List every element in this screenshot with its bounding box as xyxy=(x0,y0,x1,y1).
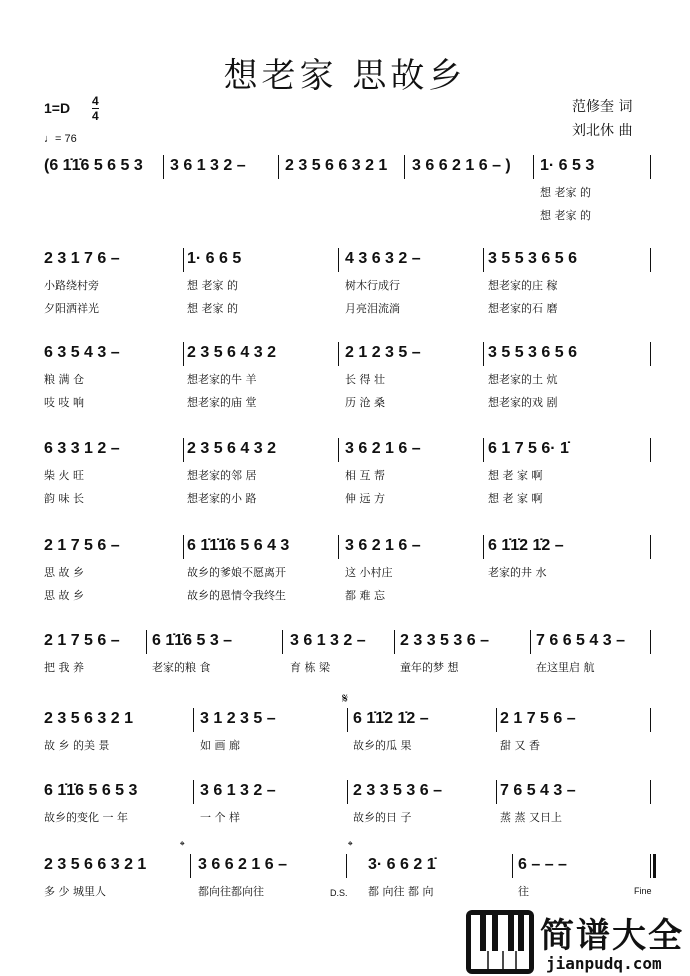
measure-notes: 3 6 6 2 1 6 – ) xyxy=(412,157,511,174)
lyric-line-1: 如 画 廊 xyxy=(200,739,240,752)
bar-line xyxy=(650,780,651,804)
bar-line xyxy=(347,708,348,732)
measure-notes: 6 3 5 4 3 – xyxy=(44,344,120,361)
lyricist-credit: 范修奎 词 xyxy=(572,99,633,115)
bar-line xyxy=(650,155,651,179)
lyric-line-2: 想 老家 的 xyxy=(540,209,591,222)
measure-notes: 6 1 7 5 6· 1̇ xyxy=(488,440,569,457)
lyric-line-1: 都向往都向往 xyxy=(198,885,264,898)
bar-line xyxy=(183,342,184,366)
lyric-line-1: 思 故 乡 xyxy=(44,566,84,579)
bar-line xyxy=(183,248,184,272)
measure-notes: 3 6 1 3 2 – xyxy=(200,782,276,799)
bar-line xyxy=(346,854,347,878)
bar-line xyxy=(278,155,279,179)
lyric-line-1: 蒸 蒸 又日上 xyxy=(500,811,562,824)
bar-line xyxy=(163,155,164,179)
bar-line xyxy=(193,780,194,804)
lyric-line-1: 想 老家 的 xyxy=(187,279,238,292)
lyric-line-1: 想老家的土 炕 xyxy=(488,373,558,386)
bar-line xyxy=(650,708,651,732)
measure-notes: 2 1 7 5 6 – xyxy=(44,632,120,649)
time-signature-top: 4 xyxy=(92,94,99,108)
measure-notes: 6 1̇1̇1̇6 5 6 4 3 xyxy=(187,537,290,554)
tempo-marking xyxy=(44,133,77,145)
dal-segno-marking: D.S. xyxy=(330,888,348,898)
lyric-line-1: 故 乡 的美 景 xyxy=(44,739,110,752)
lyric-line-1: 在这里启 航 xyxy=(536,661,595,674)
bar-line xyxy=(347,780,348,804)
measure-notes: 7 6 6 5 4 3 – xyxy=(536,632,625,649)
piano-keys-icon xyxy=(466,910,536,976)
lyric-line-2: 历 沧 桑 xyxy=(345,396,385,409)
lyric-line-2: 吱 吱 响 xyxy=(44,396,84,409)
lyric-line-1: 小路绕村旁 xyxy=(44,279,99,292)
lyric-line-1: 长 得 壮 xyxy=(345,373,385,386)
measure-notes: 2 3 3 5 3 6 – xyxy=(353,782,442,799)
bar-line xyxy=(183,535,184,559)
time-signature-bottom: 4 xyxy=(92,109,99,123)
lyric-line-2: 想老家的小 路 xyxy=(187,492,257,505)
bar-line xyxy=(146,630,147,654)
measure-notes: 2 1 7 5 6 – xyxy=(500,710,576,727)
watermark-name: 简谱大全 xyxy=(540,916,684,956)
lyric-line-1: 故乡的瓜 果 xyxy=(353,739,412,752)
lyric-line-1: 想老家的庄 稼 xyxy=(488,279,558,292)
lyric-line-2: 想老家的庙 堂 xyxy=(187,396,257,409)
lyric-line-1: 故乡的日 子 xyxy=(353,811,412,824)
bar-line xyxy=(338,535,339,559)
measure-notes: 6 1̇1̇2 1̇2 – xyxy=(353,710,429,727)
lyric-line-1: 想 老 家 啊 xyxy=(488,469,543,482)
measure-notes: 2 3 5 6 4 3 2 xyxy=(187,440,276,457)
bar-line xyxy=(496,780,497,804)
bar-line xyxy=(183,438,184,462)
bar-line xyxy=(338,342,339,366)
lyric-line-2: 想老家的石 磨 xyxy=(488,302,558,315)
bar-line xyxy=(650,535,651,559)
bar-line xyxy=(650,342,651,366)
bar-line xyxy=(530,630,531,654)
bar-line xyxy=(650,630,651,654)
measure-notes: (6 1̇1̇6 5 6 5 3 xyxy=(44,157,143,174)
lyric-line-1: 故乡的爹娘不愿离开 xyxy=(187,566,286,579)
composer-credit: 刘北休 曲 xyxy=(572,123,633,139)
lyric-line-1: 柴 火 旺 xyxy=(44,469,84,482)
measure-notes: 2 3 5 6 6 3 2 1 xyxy=(44,856,147,873)
measure-notes: 2 3 5 6 6 3 2 1 xyxy=(285,157,388,174)
bar-line xyxy=(496,708,497,732)
bar-line xyxy=(650,438,651,462)
measure-notes: 2 3 1 7 6 – xyxy=(44,250,120,267)
measure-notes: 3 6 2 1 6 – xyxy=(345,440,421,457)
bar-line xyxy=(483,342,484,366)
lyric-line-1: 想老家的牛 羊 xyxy=(187,373,257,386)
lyric-line-1: 老家的粮 食 xyxy=(152,661,211,674)
lyric-line-1: 把 我 养 xyxy=(44,661,84,674)
lyric-line-1: 多 少 城里人 xyxy=(44,885,106,898)
bar-line xyxy=(512,854,513,878)
coda-sign: 𝄌 xyxy=(348,838,353,853)
lyric-line-1: 粮 满 仓 xyxy=(44,373,84,386)
bar-line xyxy=(193,708,194,732)
lyric-line-1: 往 xyxy=(518,885,529,898)
lyric-line-1: 童年的梦 想 xyxy=(400,661,459,674)
bar-line xyxy=(483,248,484,272)
bar-line xyxy=(338,248,339,272)
lyric-line-2: 思 故 乡 xyxy=(44,589,84,602)
lyric-line-1: 相 互 帮 xyxy=(345,469,385,482)
song-title: 想老家 思故乡 xyxy=(223,56,467,96)
bar-line xyxy=(533,155,534,179)
lyric-line-2: 韵 味 长 xyxy=(44,492,84,505)
time-signature xyxy=(92,94,99,123)
final-bar-line xyxy=(653,854,656,878)
bar-line xyxy=(650,854,651,878)
lyric-line-1: 这 小村庄 xyxy=(345,566,393,579)
key-signature: 1=D xyxy=(44,100,71,116)
measure-notes: 3 6 6 2 1 6 – xyxy=(198,856,287,873)
measure-notes: 4 3 6 3 2 – xyxy=(345,250,421,267)
fine-marking: Fine xyxy=(634,886,652,896)
bar-line xyxy=(483,438,484,462)
measure-notes: 3 5 5 3 6 5 6 xyxy=(488,344,577,361)
measure-notes: 2 1 7 5 6 – xyxy=(44,537,120,554)
lyric-line-2: 想老家的戏 剧 xyxy=(488,396,558,409)
measure-notes: 6 1̇1̇2 1̇2 – xyxy=(488,537,564,554)
lyric-line-1: 老家的井 水 xyxy=(488,566,547,579)
measure-notes: 2 1 2 3 5 – xyxy=(345,344,421,361)
measure-notes: 1· 6 6 5 xyxy=(187,250,242,267)
measure-notes: 2 3 5 6 4 3 2 xyxy=(187,344,276,361)
quarter-note-icon: ♩ xyxy=(44,133,55,145)
watermark-url: jianpudq.com xyxy=(546,954,662,973)
measure-notes: 2 3 3 5 3 6 – xyxy=(400,632,489,649)
lyric-line-1: 想 老家 的 xyxy=(540,186,591,199)
measure-notes: 7 6 5 4 3 – xyxy=(500,782,576,799)
measure-notes: 3 6 1 3 2 – xyxy=(290,632,366,649)
measure-notes: 6 1̇1̇6 5 6 5 3 xyxy=(44,782,138,799)
measure-notes: 3 6 2 1 6 – xyxy=(345,537,421,554)
lyric-line-1: 一 个 样 xyxy=(200,811,240,824)
bar-line xyxy=(190,854,191,878)
lyric-line-2: 夕阳洒祥光 xyxy=(44,302,99,315)
lyric-line-1: 都 向往 都 向 xyxy=(368,885,434,898)
tempo-value: = 76 xyxy=(55,133,77,145)
measure-notes: 6 – – – xyxy=(518,856,567,873)
segno-sign: 𝄋 xyxy=(342,690,349,706)
coda-sign: 𝄌 xyxy=(180,838,185,853)
measure-notes: 3 5 5 3 6 5 6 xyxy=(488,250,577,267)
bar-line xyxy=(394,630,395,654)
measure-notes: 6 1̇1̇6 5 3 – xyxy=(152,632,233,649)
measure-notes: 3· 6 6 2 1̇ xyxy=(368,856,436,873)
lyric-line-1: 树木行成行 xyxy=(345,279,400,292)
lyric-line-1: 育 栋 梁 xyxy=(290,661,330,674)
lyric-line-2: 想 老 家 啊 xyxy=(488,492,543,505)
lyric-line-1: 甜 又 香 xyxy=(500,739,540,752)
measure-notes: 6 3 3 1 2 – xyxy=(44,440,120,457)
lyric-line-2: 伸 远 方 xyxy=(345,492,385,505)
lyric-line-1: 故乡的变化 一 年 xyxy=(44,811,128,824)
bar-line xyxy=(338,438,339,462)
watermark xyxy=(466,908,690,976)
bar-line xyxy=(282,630,283,654)
measure-notes: 3 1 2 3 5 – xyxy=(200,710,276,727)
measure-notes: 3 6 1 3 2 – xyxy=(170,157,246,174)
lyric-line-2: 想 老家 的 xyxy=(187,302,238,315)
measure-notes: 1· 6 5 3 xyxy=(540,157,595,174)
measure-notes: 2 3 5 6 3 2 1 xyxy=(44,710,133,727)
lyric-line-1: 想老家的邻 居 xyxy=(187,469,257,482)
bar-line xyxy=(404,155,405,179)
lyric-line-2: 月亮泪流淌 xyxy=(345,302,400,315)
bar-line xyxy=(650,248,651,272)
lyric-line-2: 都 难 忘 xyxy=(345,589,385,602)
lyric-line-2: 故乡的恩情令我终生 xyxy=(187,589,286,602)
bar-line xyxy=(483,535,484,559)
